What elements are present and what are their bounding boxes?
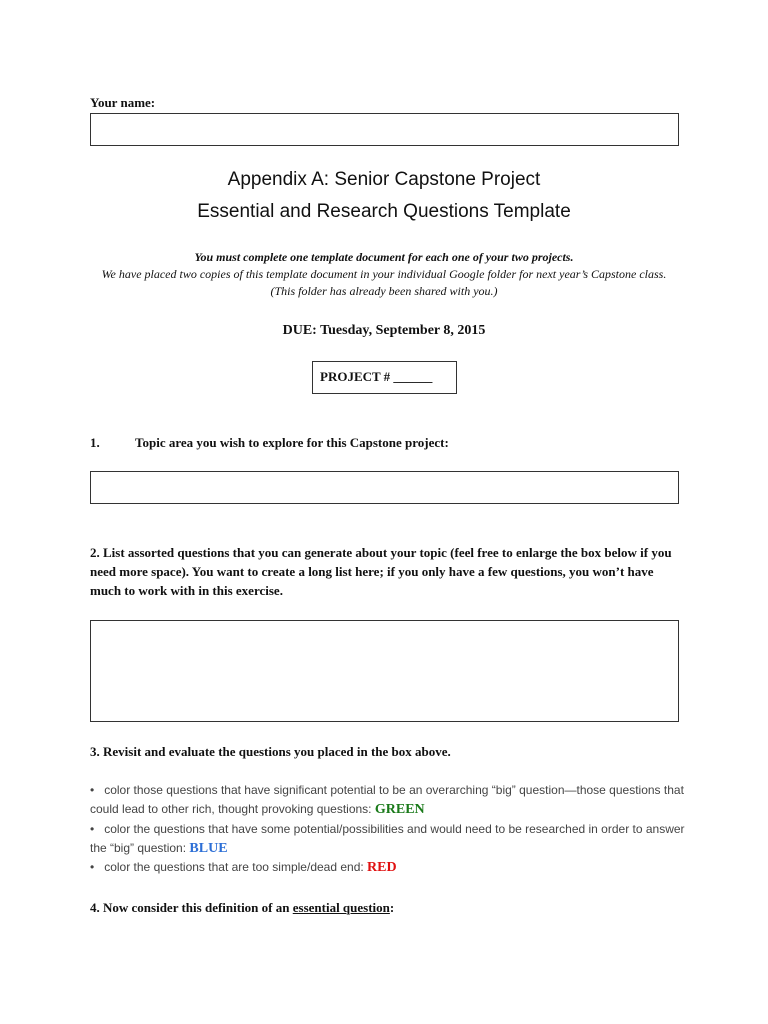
name-field[interactable] <box>90 113 679 146</box>
name-label: Your name: <box>90 95 156 110</box>
project-number-label: PROJECT # ______ <box>320 369 433 384</box>
tag-blue: BLUE <box>189 841 228 856</box>
q1-number: 1. <box>90 435 100 450</box>
topic-area-field[interactable] <box>90 471 679 504</box>
essential-question-term: essential question <box>292 900 390 915</box>
bullet-icon: • <box>90 822 95 836</box>
q2-text: 2. List assorted questions that you can generate about your topic (feel free to enlarge the box below if you need more space). You want to create a long list here; if you only have a few questions, you won’t have much to work with in this exercise. <box>90 545 672 598</box>
page-title: Appendix A: Senior Capstone Project <box>227 169 541 190</box>
tag-green: GREEN <box>374 802 425 817</box>
bullet-green: • color those questions that have significant potential to be an overarching “big” question—those questions that could lead to other rich, thought provoking questions: GREEN <box>90 783 684 817</box>
instructions-line1: You must complete one template document for each one of your two projects. <box>194 250 574 264</box>
q3-text: 3. Revisit and evaluate the questions you placed in the box above. <box>90 744 451 759</box>
q4-text: 4. Now consider this definition of an essential question: <box>90 900 395 915</box>
q1-text: Topic area you wish to explore for this Capstone project: <box>135 435 449 450</box>
bullet-icon: • <box>90 860 95 874</box>
page-subtitle: Essential and Research Questions Template <box>197 201 571 222</box>
bullet-icon: • <box>90 783 95 797</box>
questions-list-field[interactable] <box>90 620 679 722</box>
due-date: DUE: Tuesday, September 8, 2015 <box>282 323 486 338</box>
bullet-blue: • color the questions that have some potential/possibilities and would need to be researched in order to answer the “big” question: BLUE <box>90 822 685 856</box>
instructions-line2: We have placed two copies of this template document in your individual Google folder for next year’s Capstone class. (This folder has already been shared with you.) <box>101 267 667 298</box>
tag-red: RED <box>367 860 397 875</box>
bullet-red: • color the questions that are too simple/dead end: RED <box>90 860 397 875</box>
